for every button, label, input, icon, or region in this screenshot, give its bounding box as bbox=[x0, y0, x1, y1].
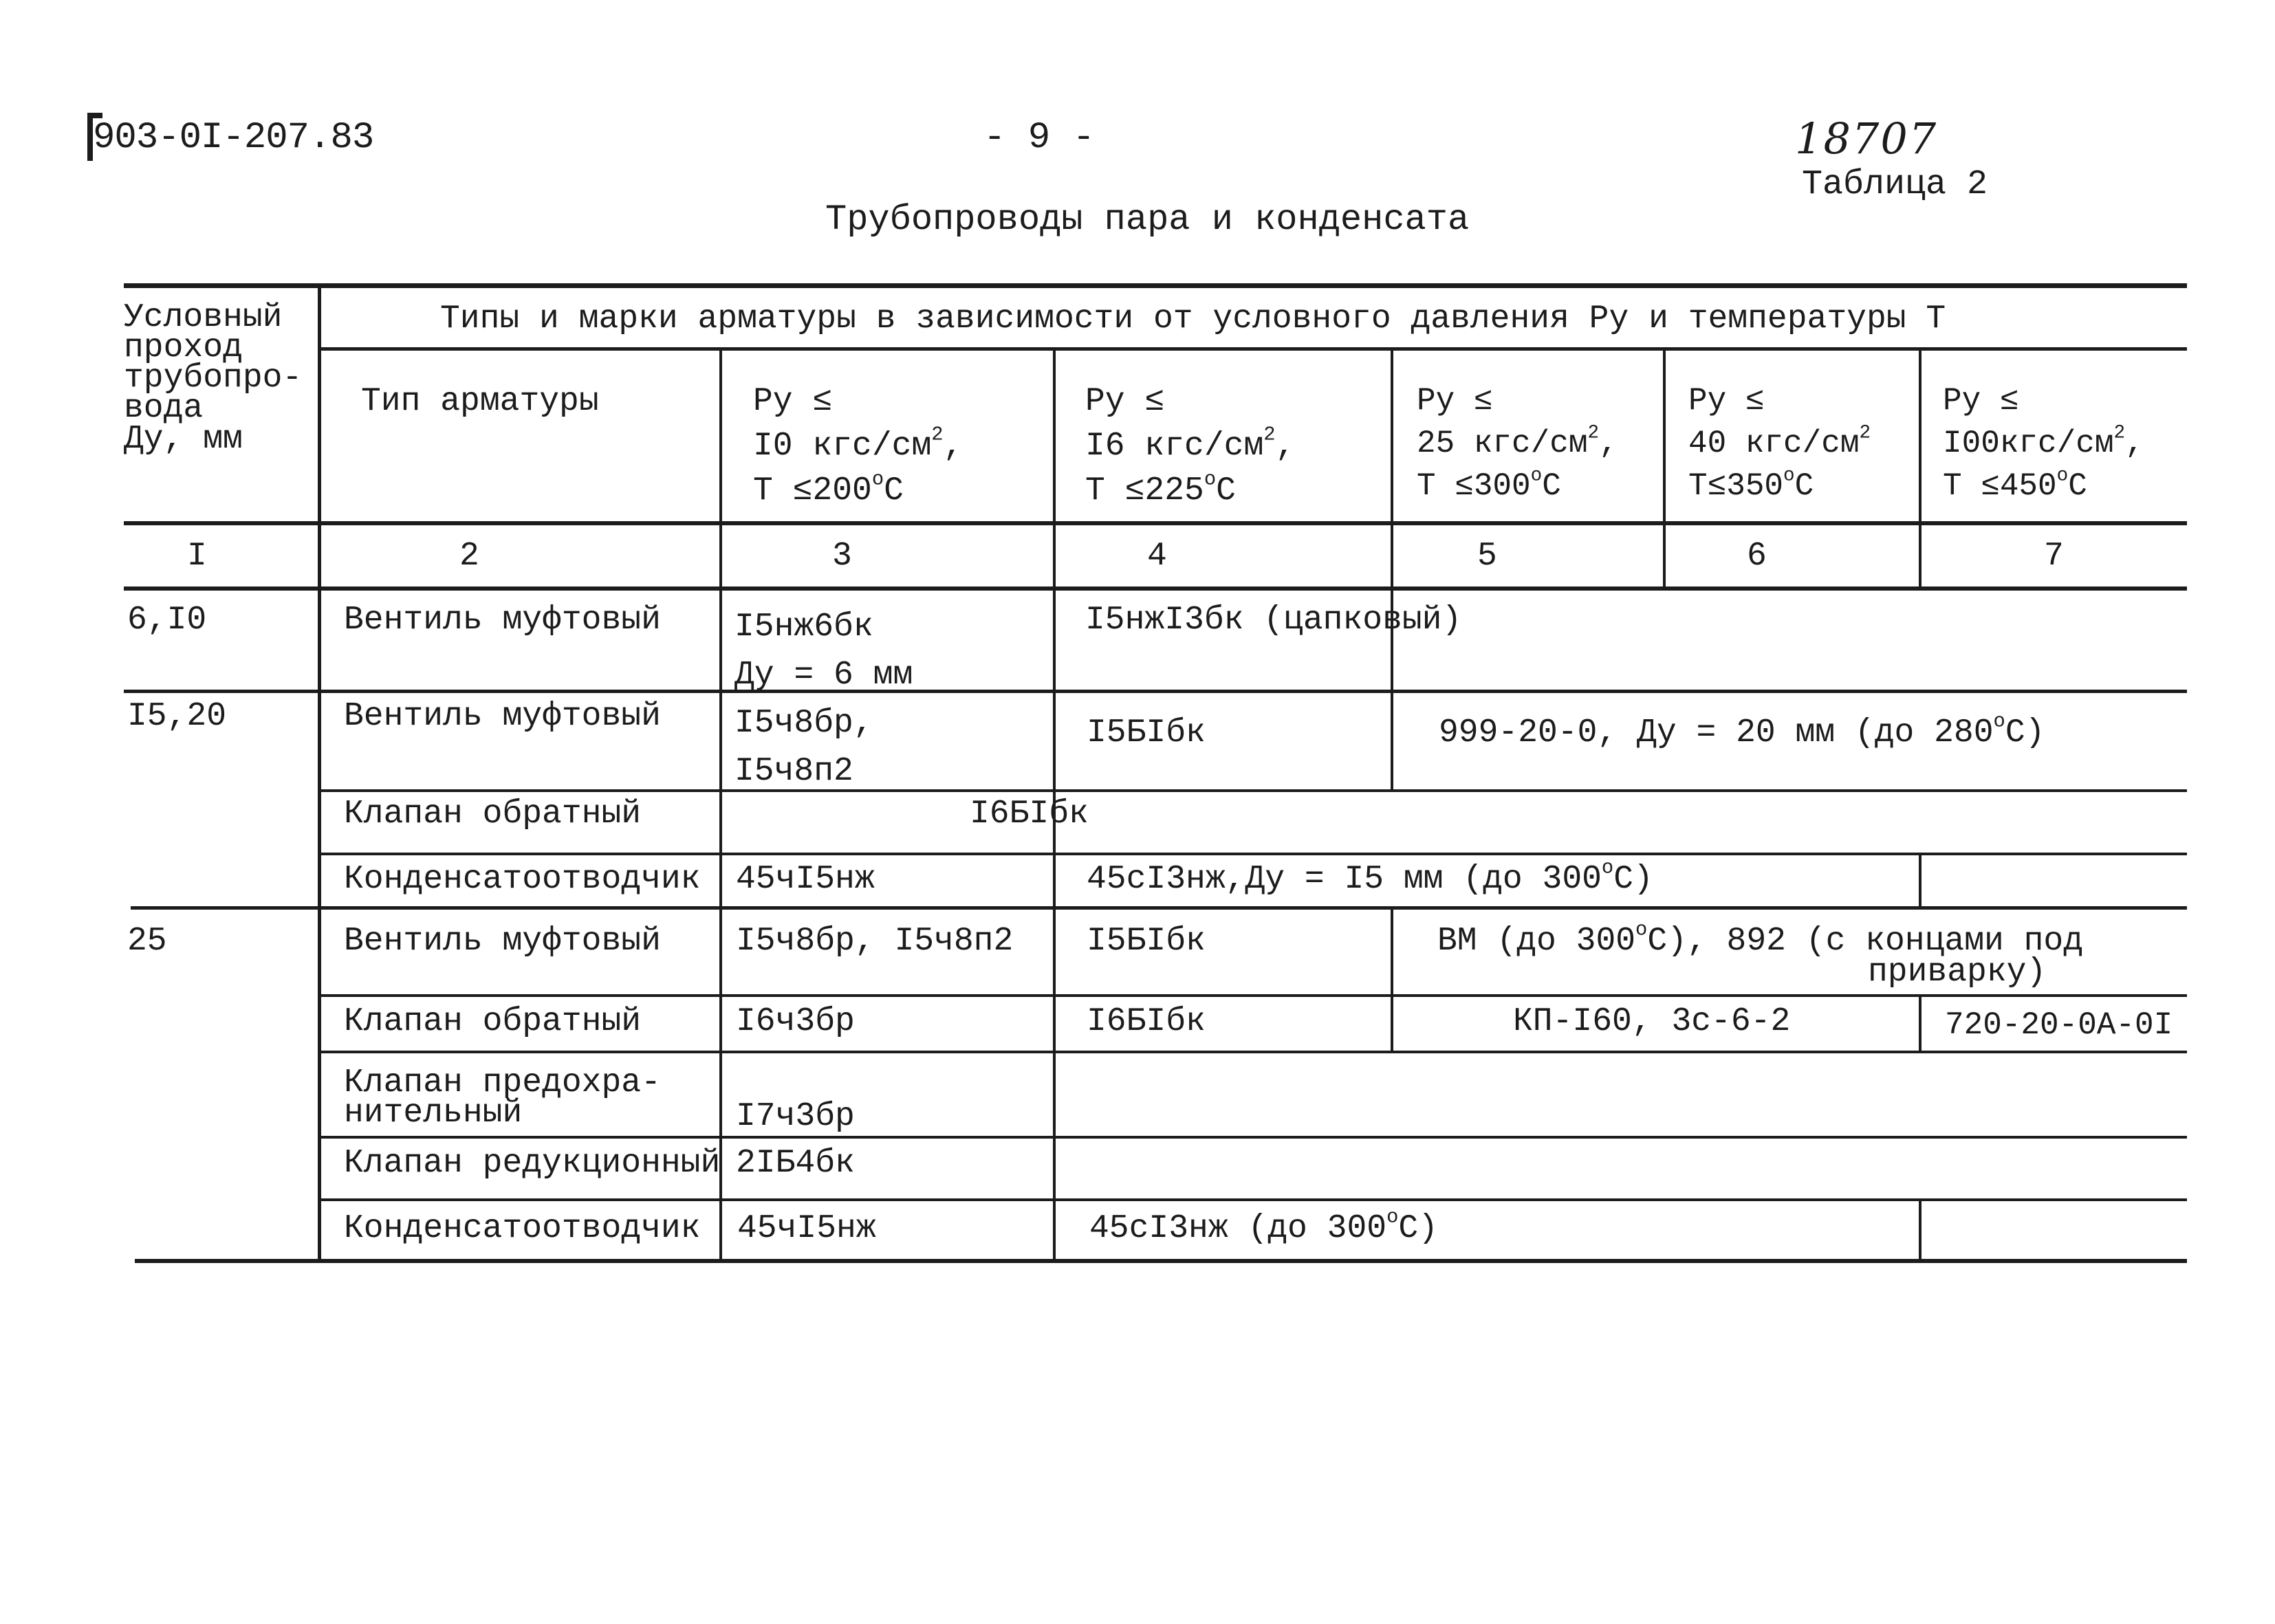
table-label: Таблица 2 bbox=[1802, 165, 1988, 204]
g2-row3-fitting-type: Конденсатоотводчик bbox=[344, 861, 701, 898]
g3-row1-col4: I5БIбк bbox=[1087, 923, 1206, 960]
rule-top bbox=[124, 283, 2187, 288]
rule-group2-end bbox=[131, 906, 2187, 910]
column-number-5: 5 bbox=[1477, 538, 1497, 575]
g2-row1-col4: I5БIбк bbox=[1087, 714, 1206, 751]
du-25: 25 bbox=[127, 923, 167, 960]
col-divider-6c bbox=[1919, 996, 1922, 1053]
rule-under-header bbox=[124, 521, 2187, 525]
g2-row1-fitting-type: Вентиль муфтовый bbox=[344, 698, 661, 735]
g2-row1-col3: I5ч8бр, I5ч8п2 bbox=[734, 705, 873, 790]
col-divider-6d bbox=[1919, 1200, 1922, 1262]
g3-row4-col3: 2IБ4бк bbox=[736, 1145, 855, 1182]
g3-row2-col3: I6ч3бр bbox=[736, 1003, 855, 1040]
rule-under-group-header bbox=[319, 347, 2187, 351]
col-divider-4c bbox=[1391, 908, 1393, 1053]
g1-col4-7-mark: I5нжI3бк (цапковый) bbox=[1085, 602, 1462, 639]
g3-row2-col7: 720-20-0А-0I bbox=[1945, 1007, 2173, 1043]
g3-row1-col5-7: ВМ (до 300$^o$С), 892 (с концами под bbox=[1437, 918, 2084, 960]
header-group-title: Типы и марки арматуры в зависимости от условного давления Ру и температуры Т bbox=[440, 300, 1946, 338]
column-number-7: 7 bbox=[2044, 538, 2064, 575]
g2-row2-col3-4: I6БIбк bbox=[970, 795, 1089, 833]
header-pressure-col-6: Ру ≤ 40 кгс/$см^2$ $Т\le 350^oС$ bbox=[1688, 383, 1871, 505]
col-divider-4a bbox=[1391, 349, 1393, 691]
corner-mark bbox=[87, 113, 102, 161]
rule-g3-r3 bbox=[319, 1136, 2187, 1139]
col-divider-6b bbox=[1919, 854, 1922, 908]
g3-row2-col5-6: КП-I60, 3с-6-2 bbox=[1513, 1003, 1791, 1040]
column-number-6: 6 bbox=[1747, 538, 1767, 575]
rule-g3-r2 bbox=[319, 1051, 2187, 1053]
g3-row1-col3: I5ч8бр, I5ч8п2 bbox=[736, 923, 1014, 960]
col-divider-1 bbox=[318, 285, 321, 1262]
rule-g3-r1 bbox=[319, 994, 2187, 997]
column-number-3: 3 bbox=[832, 538, 852, 575]
g1-col3-mark: I5нж6бк Ду = 6 мм bbox=[734, 608, 913, 694]
header-pressure-col-4: Ру ≤ I6 кгс/$см^2$, $Т \le 225^oС$ bbox=[1085, 383, 1296, 509]
g2-row3-col4-6: 45сI3нж,Ду = I5 мм (до 300$^o$С) bbox=[1087, 856, 1653, 898]
rule-bottom bbox=[135, 1259, 2187, 1263]
header-pressure-col-3: Ру ≤ I0 кгс/$см^2$, $Т \le 200^oС$ bbox=[753, 383, 964, 509]
g3-row2-col4: I6БIбк bbox=[1087, 1003, 1206, 1040]
col-divider-2 bbox=[719, 349, 722, 1262]
header-pressure-col-7: Ру ≤ $I00кгс/см^2$, $Т \le 450^oС$ bbox=[1943, 383, 2144, 505]
rule-group1-end bbox=[124, 690, 2187, 693]
document-code: 903-0I-207.83 bbox=[93, 117, 373, 159]
g3-row3-col3: I7ч3бр bbox=[736, 1098, 855, 1135]
rule-g3-r4 bbox=[319, 1198, 2187, 1201]
g3-row2-fitting-type: Клапан обратный bbox=[344, 1003, 642, 1040]
col-divider-6a bbox=[1919, 349, 1922, 591]
du-6-10: 6,I0 bbox=[127, 602, 207, 639]
col-divider-5 bbox=[1663, 349, 1666, 591]
g3-row1-fitting-type: Вентиль муфтовый bbox=[344, 923, 661, 960]
g3-row5-col3: 45чI5нж bbox=[737, 1210, 876, 1247]
g3-row1-col5-7-cont: приварку) bbox=[1868, 954, 2047, 991]
handwritten-number: 18707 bbox=[1795, 113, 1938, 164]
g2-row3-col3: 45чI5нж bbox=[736, 861, 875, 898]
rule-under-numbers bbox=[124, 586, 2187, 591]
column-number-2: 2 bbox=[459, 538, 479, 575]
table-caption: Трубопроводы пара и конденсата bbox=[825, 199, 1470, 240]
header-fitting-type: Тип арматуры bbox=[361, 383, 599, 420]
g2-row2-fitting-type: Клапан обратный bbox=[344, 795, 642, 833]
column-number-4: 4 bbox=[1147, 538, 1167, 575]
header-pressure-col-5: Ру ≤ 25 кгс/$см^2$, $Т \le 300^oС$ bbox=[1417, 383, 1618, 505]
g3-row5-fitting-type: Конденсатоотводчик bbox=[344, 1210, 701, 1247]
col-divider-4b bbox=[1391, 692, 1393, 789]
header-conditional-passage: Условный проход трубопро- вода Ду, мм bbox=[124, 299, 303, 458]
page-number: - 9 - bbox=[983, 117, 1096, 159]
g3-row3-fitting-type: Клапан предохра- нительный bbox=[344, 1064, 661, 1132]
rule-g2-r2 bbox=[319, 853, 2187, 855]
g3-row4-fitting-type: Клапан редукционный bbox=[344, 1145, 721, 1182]
column-number-1: I bbox=[187, 538, 207, 575]
g1-fitting-type: Вентиль муфтовый bbox=[344, 602, 661, 639]
g2-row1-col5-7: 999-20-0, Ду = 20 мм (до 280$^o$С) bbox=[1439, 710, 2045, 751]
du-15-20: I5,20 bbox=[127, 698, 227, 735]
rule-g2-r1 bbox=[319, 789, 2187, 792]
g3-row5-col4-6: 45сI3нж (до 300$^o$С) bbox=[1089, 1205, 1438, 1247]
